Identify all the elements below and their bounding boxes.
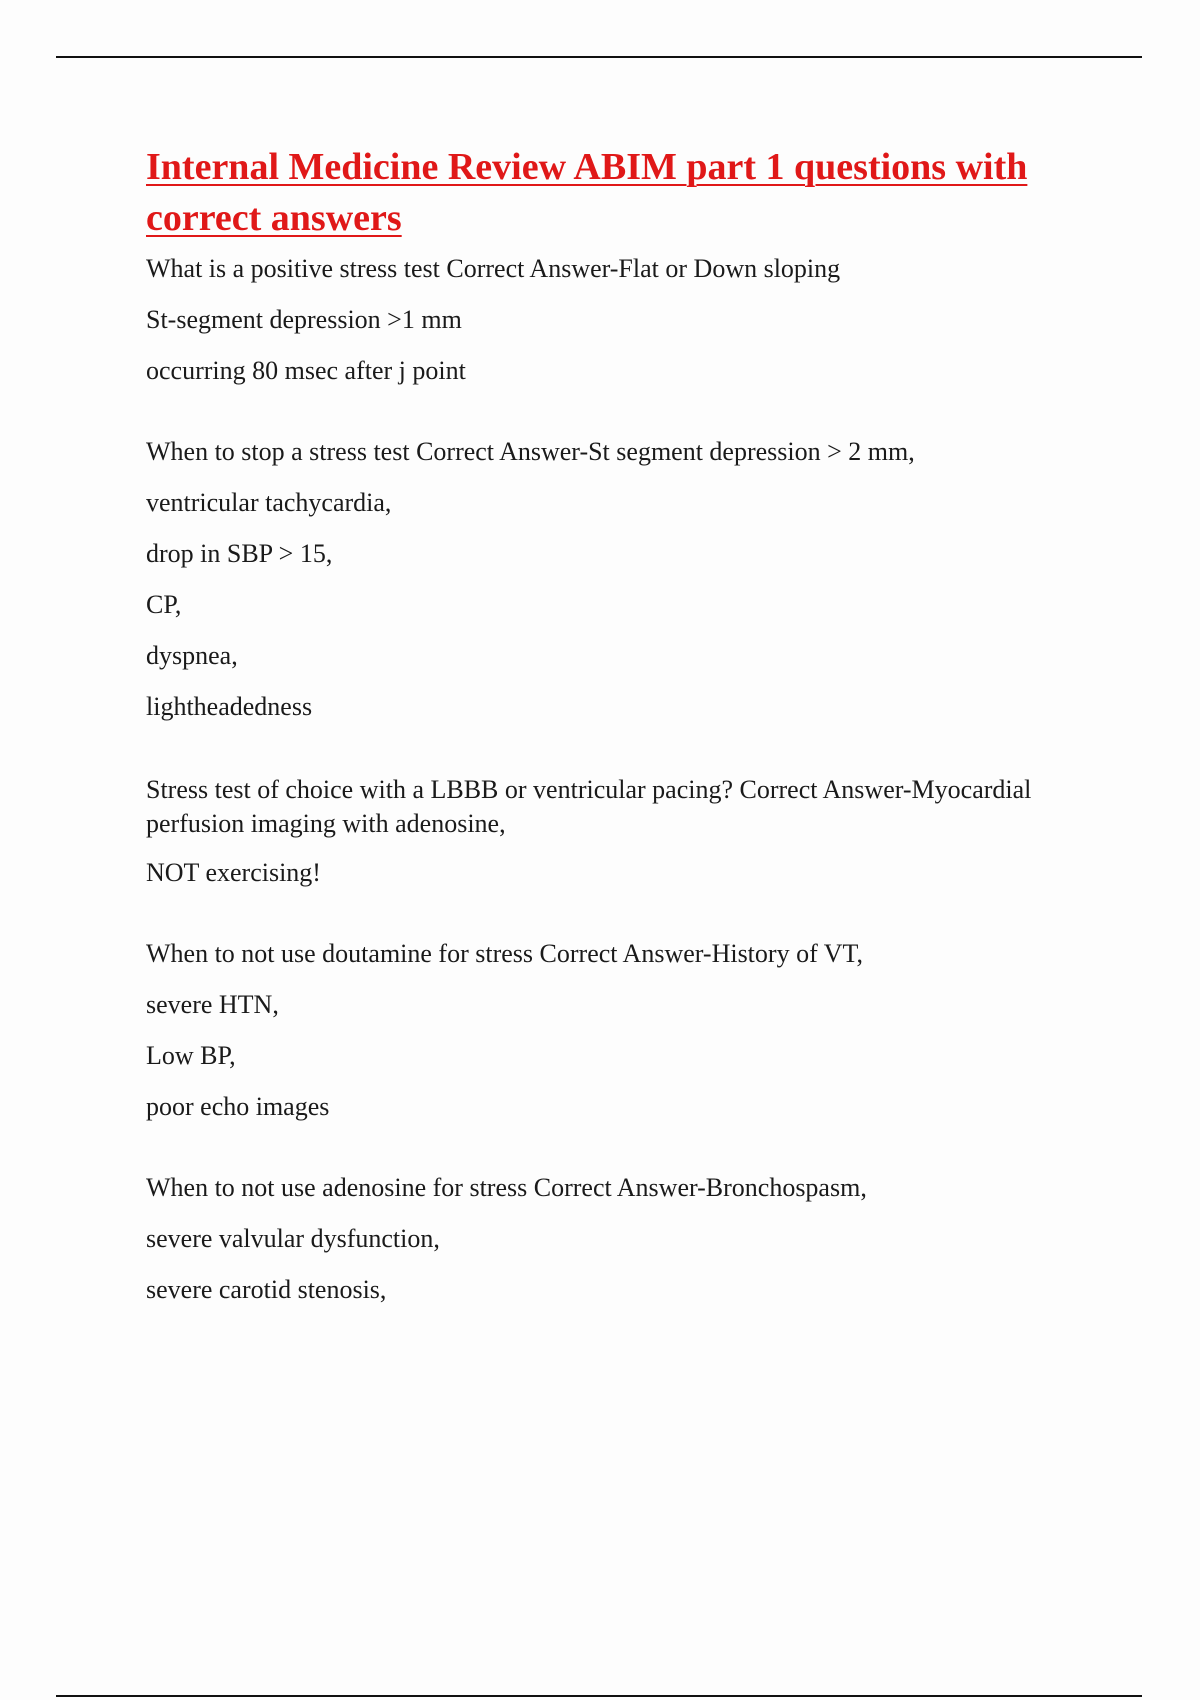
qa-answer-line: dyspnea, (146, 641, 238, 670)
qa-answer-line: severe HTN, (146, 990, 279, 1019)
qa-answer-line: occurring 80 msec after j point (146, 356, 466, 385)
qa-item (146, 437, 1096, 722)
footer-rule (56, 1695, 1142, 1697)
qa-item (146, 773, 1096, 888)
qa-answer-line: CP, (146, 590, 182, 619)
qa-question: When to stop a stress test Correct Answer-St segment depression > 2 mm, (146, 437, 915, 466)
header-rule (56, 56, 1142, 58)
document-title: Internal Medicine Review ABIM part 1 questions with correct answers (146, 146, 1028, 239)
qa-answer-line: drop in SBP > 15, (146, 539, 333, 568)
qa-question: When to not use adenosine for stress Correct Answer-Bronchospasm, (146, 1173, 867, 1202)
qa-answer-line: severe valvular dysfunction, (146, 1224, 440, 1253)
qa-answer-line: severe carotid stenosis, (146, 1275, 387, 1304)
qa-answer-line: lightheadedness (146, 692, 313, 721)
qa-list (146, 254, 1096, 1305)
qa-answer-line: NOT exercising! (146, 858, 321, 887)
qa-answer-line: ventricular tachycardia, (146, 488, 392, 517)
qa-question: What is a positive stress test Correct Answer-Flat or Down sloping (146, 254, 841, 283)
qa-question: Stress test of choice with a LBBB or ventricular pacing? Correct Answer-Myocardial perfusion imaging with adenosine, (146, 775, 1032, 838)
document-body (146, 142, 1096, 1356)
qa-item (146, 1173, 1096, 1305)
qa-item (146, 254, 1096, 386)
qa-answer-line: St-segment depression >1 mm (146, 305, 462, 334)
qa-item (146, 939, 1096, 1122)
qa-answer-line: Low BP, (146, 1041, 236, 1070)
qa-question: When to not use doutamine for stress Correct Answer-History of VT, (146, 939, 863, 968)
qa-answer-line: poor echo images (146, 1092, 330, 1121)
